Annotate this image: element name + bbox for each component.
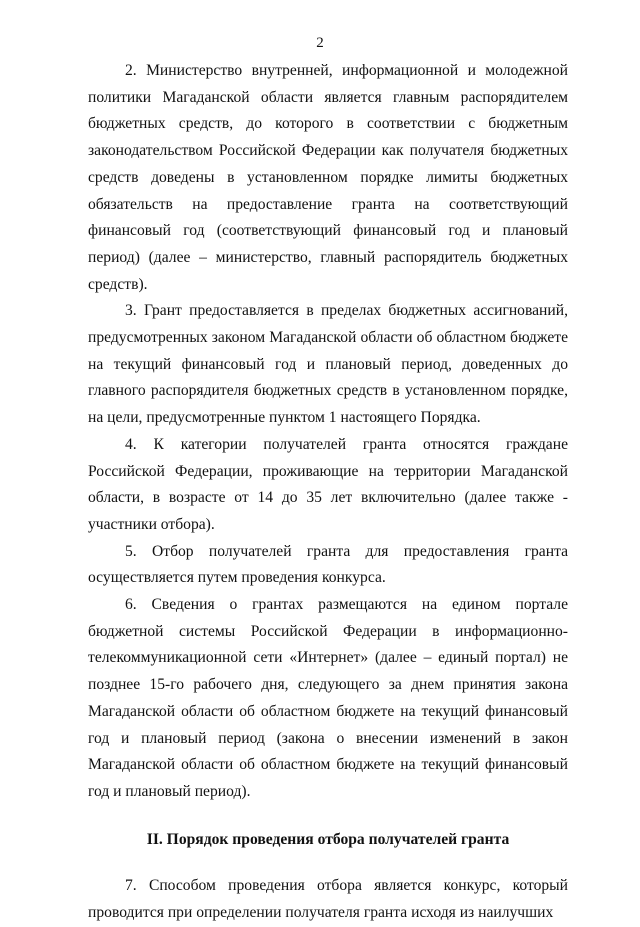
paragraph-7: 7. Способом проведения отбора является конкурс, который проводится при определении получателя гранта исходя из наилучших [88,877,568,922]
document-body [88,58,568,927]
page-number: 2 [316,35,324,51]
paragraph-6: 6. Сведения о грантах размещаются на едином портале бюджетной системы Российской Федерации в информационно-телекоммуникационной сети «Интернет» (далее – единый портал) не позднее 15-го рабочего дня, следующего за днем принятия закона Магаданской области об областном бюджете на текущий финансовый год и плановый период (закона о внесении изменений в закон Магаданской области об областном бюджете на текущий финансовый год и плановый период). [88,596,568,800]
section-heading: II. Порядок проведения отбора получателей гранта [146,830,510,848]
paragraph-3: 3. Грант предоставляется в пределах бюджетных ассигнований, предусмотренных законом Магаданской области об областном бюджете на текущий финансовый год и плановый период, доведенных до главного распорядителя бюджетных средств в установленном порядке, на цели, предусмотренные пунктом 1 настоящего Порядка. [88,302,568,427]
paragraph-5: 5. Отбор получателей гранта для предоставления гранта осуществляется путем проведения конкурса. [88,542,568,587]
paragraph-2: 2. Министерство внутренней, информационной и молодежной политики Магаданской области является главным распорядителем бюджетных средств, до которого в соответствии с бюджетным законодательством Российской Федерации как получателя бюджетных средств доведены в установленном порядке лимиты бюджетных обязательств на предоставление гранта на соответствующий финансовый год (соответствующий финансовый год и плановый период) (далее – министерство, главный распорядитель бюджетных средств). [88,62,568,293]
paragraph-4: 4. К категории получателей гранта относятся граждане Российской Федерации, проживающие на территории Магаданской области, в возрасте от 14 до 35 лет включительно (далее также - участники отбора). [88,435,568,533]
